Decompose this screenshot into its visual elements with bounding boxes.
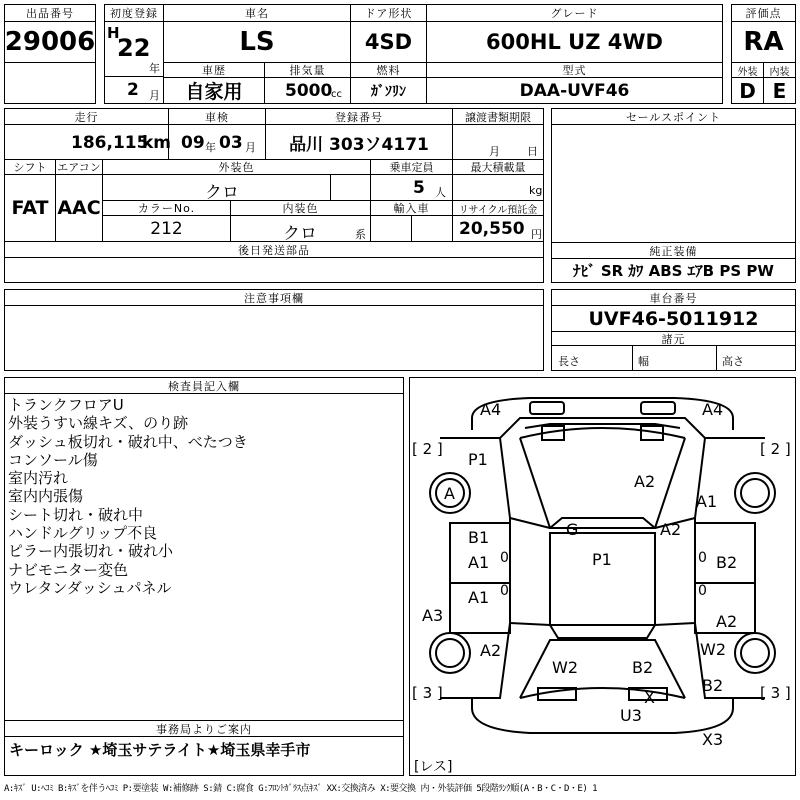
mark-g: G xyxy=(566,520,579,539)
mark-a2-right-rear: A2 xyxy=(716,612,738,631)
spec-divider-1 xyxy=(632,346,633,370)
ext-color: クロ xyxy=(205,183,239,203)
mark-a4-right: A4 xyxy=(702,400,724,419)
history: 自家用 xyxy=(163,77,265,104)
mark-p1-roof: P1 xyxy=(592,550,612,569)
equipment-label: 純正装備 xyxy=(551,242,796,259)
mark-a2-hood: A2 xyxy=(634,472,656,491)
int-color: クロ xyxy=(283,224,317,244)
lot-no: 29006 xyxy=(4,21,96,63)
door-label: ドア形状 xyxy=(350,4,427,22)
displacement-box xyxy=(264,77,351,104)
chassis-label: 車台番号 xyxy=(551,289,796,306)
car-name: LS xyxy=(163,21,351,63)
ext-score: D xyxy=(731,77,764,104)
grade: 600HL UZ 4WD xyxy=(426,21,723,63)
ext-color-box xyxy=(102,174,331,201)
mark-2-left: [ 2 ] xyxy=(412,440,443,458)
note-line: ナビモニター変色 xyxy=(8,560,129,579)
ext-color-extra xyxy=(330,174,371,201)
month-unit: 月 xyxy=(149,89,160,102)
reg-month: 2 xyxy=(127,80,139,100)
load-label: 最大積載量 xyxy=(452,159,544,175)
int-color-suffix: 系 xyxy=(355,228,366,241)
height-label: 高さ xyxy=(722,355,744,368)
displacement-unit: cc xyxy=(331,89,342,100)
caution-label: 注意事項欄 xyxy=(4,289,544,306)
note-line: ダッシュ板切れ・破れ中、べたつき xyxy=(8,432,248,451)
recycle: 20,550 xyxy=(459,219,525,239)
office-box xyxy=(4,736,404,776)
note-line: 室内内張傷 xyxy=(8,487,84,506)
chassis-no: UVF46-5011912 xyxy=(551,305,796,332)
int-color-label: 内装色 xyxy=(230,200,371,216)
int-score: E xyxy=(763,77,796,104)
history-label: 車歴 xyxy=(163,62,265,78)
spec-label: 諸元 xyxy=(551,331,796,346)
first-reg-year-box xyxy=(104,21,164,77)
insp-month-unit: 月 xyxy=(245,141,256,154)
int-label: 内装 xyxy=(763,62,796,78)
ext-color-label: 外装色 xyxy=(102,159,371,175)
shift-label: シフト xyxy=(4,159,56,175)
mark-3-right: [ 3 ] xyxy=(760,684,791,702)
lot-blank xyxy=(4,62,96,104)
inspection-label: 車検 xyxy=(168,108,266,125)
mark-a1-left-door: A1 xyxy=(468,553,490,572)
era: H xyxy=(107,24,120,42)
mark-a3: A3 xyxy=(422,606,444,625)
mark-b2-trunk: B2 xyxy=(632,658,654,677)
mileage-unit: km xyxy=(142,133,172,153)
capacity-unit: 人 xyxy=(435,186,446,199)
capacity: 5 xyxy=(413,178,425,198)
note-line: ピラー内張切れ・破れ小 xyxy=(8,542,174,561)
reg-year: 22 xyxy=(117,34,151,62)
color-no: 212 xyxy=(102,215,231,242)
mark-less: [レス] xyxy=(414,759,453,775)
mileage: 186,115 xyxy=(71,133,149,153)
ac-label: エアコン xyxy=(55,159,103,175)
mark-b2-rear-right: B2 xyxy=(702,676,724,695)
length-label: 長さ xyxy=(558,355,580,368)
equipment-items: ﾅﾋﾞ SR ｶﾜ ABS ｴｱB PS PW xyxy=(551,258,796,283)
mark-a-wheel: A xyxy=(444,484,455,503)
damage-diagram xyxy=(409,377,796,776)
insp-year-unit: 年 xyxy=(205,141,216,154)
model: DAA-UVF46 xyxy=(426,77,723,104)
fuel: ｶﾞｿﾘﾝ xyxy=(350,77,427,104)
mark-a2-left-rear: A2 xyxy=(480,641,502,660)
later-parts-label: 後日発送部品 xyxy=(4,241,544,258)
car-outline xyxy=(410,378,795,775)
displacement-label: 排気量 xyxy=(264,62,351,78)
note-line: 外装うすい線キズ、のり跡 xyxy=(8,414,189,433)
insp-month: 03 xyxy=(219,133,243,153)
mark-u3: U3 xyxy=(620,706,642,725)
caution-box xyxy=(4,305,544,371)
mark-p1-front: P1 xyxy=(468,450,488,469)
width-label: 幅 xyxy=(638,355,649,368)
transfer-month: 月 xyxy=(489,145,500,158)
mark-zero: 0 xyxy=(500,583,509,599)
spec-box xyxy=(551,345,796,371)
inspection-box xyxy=(168,124,266,160)
score-label: 評価点 xyxy=(731,4,796,22)
mark-a1-right-front: A1 xyxy=(696,492,718,511)
inspector-notes xyxy=(8,396,248,597)
mark-b1: B1 xyxy=(468,528,490,547)
model-label: 型式 xyxy=(426,62,723,78)
mark-a1-left-rear: A1 xyxy=(468,588,490,607)
mark-w2-trunk: W2 xyxy=(552,658,578,677)
mark-w2-right: W2 xyxy=(700,640,726,659)
score: RA xyxy=(731,21,796,63)
recycle-label: リサイクル預託金 xyxy=(452,200,544,216)
plate-label: 登録番号 xyxy=(265,108,453,125)
first-reg-label: 初度登録 xyxy=(104,4,164,22)
insp-year: 09 xyxy=(181,133,205,153)
note-line: 室内汚れ xyxy=(8,469,69,488)
mileage-box xyxy=(4,124,172,160)
mark-a4-left: A4 xyxy=(480,400,502,419)
import-label: 輸入車 xyxy=(370,200,453,216)
mark-x-rear: X xyxy=(644,688,655,707)
mark-b2-right-door: B2 xyxy=(716,553,738,572)
displacement: 5000 xyxy=(285,81,333,101)
mark-zero: 0 xyxy=(698,583,707,599)
mark-zero: 0 xyxy=(500,550,509,566)
load-box xyxy=(452,174,544,201)
mark-2-right: [ 2 ] xyxy=(760,440,791,458)
color-no-label: カラーNo. xyxy=(102,200,231,216)
recycle-unit: 円 xyxy=(531,228,542,241)
import-a xyxy=(370,215,412,242)
capacity-box xyxy=(370,174,453,201)
ext-label: 外装 xyxy=(731,62,764,78)
year-unit: 年 xyxy=(149,62,160,75)
mark-x3: X3 xyxy=(702,730,724,749)
int-color-box xyxy=(230,215,371,242)
fuel-label: 燃料 xyxy=(350,62,427,78)
note-line: シート切れ・破れ中 xyxy=(8,505,144,524)
lot-no-label: 出品番号 xyxy=(4,4,96,22)
note-line: コンソール傷 xyxy=(8,450,98,469)
office-label: 事務局よりご案内 xyxy=(4,720,404,737)
capacity-label: 乗車定員 xyxy=(370,159,453,175)
office-message: キーロック ★埼玉サテライト★埼玉県幸手市 xyxy=(9,741,311,759)
mark-zero: 0 xyxy=(698,550,707,566)
sales-point-label: セールスポイント xyxy=(551,108,796,125)
door: 4SD xyxy=(350,21,427,63)
note-line: ハンドルグリップ不良 xyxy=(8,524,158,543)
later-parts-box xyxy=(4,257,544,283)
grade-label: グレード xyxy=(426,4,723,22)
plate: 品川 303ソ4171 xyxy=(265,124,453,160)
first-reg-month-box xyxy=(104,76,164,104)
mark-a2-pillar: A2 xyxy=(660,520,682,539)
shift: FAT xyxy=(4,174,56,242)
mark-3-left: [ 3 ] xyxy=(412,684,443,702)
transfer-box xyxy=(452,124,544,160)
import-b xyxy=(411,215,453,242)
mileage-label: 走行 xyxy=(4,108,169,125)
spec-divider-2 xyxy=(716,346,717,370)
note-line: ウレタンダッシュパネル xyxy=(8,578,172,597)
recycle-box xyxy=(452,215,544,242)
sales-point-box xyxy=(551,124,796,243)
note-line: トランクフロアU xyxy=(8,396,124,414)
load-unit: kg xyxy=(529,184,543,197)
inspector-label: 検査員記入欄 xyxy=(4,377,404,394)
transfer-label: 譲渡書類期限 xyxy=(452,108,544,125)
transfer-day: 日 xyxy=(527,145,538,158)
ac: AAC xyxy=(55,174,103,242)
legend: A:ｷｽﾞ U:ﾍｺﾐ B:ｷｽﾞを伴うﾍｺﾐ P:要塗装 W:補修跡 S:錆 C:腐食 G:ﾌﾛﾝﾄｶﾞﾗｽ点ｷｽﾞ XX:交換済み X:要交換 内・外装評価 5段階ﾗﾝｸ順(A・B・C・D・E) 1 xyxy=(4,784,598,794)
car-name-label: 車名 xyxy=(163,4,351,22)
